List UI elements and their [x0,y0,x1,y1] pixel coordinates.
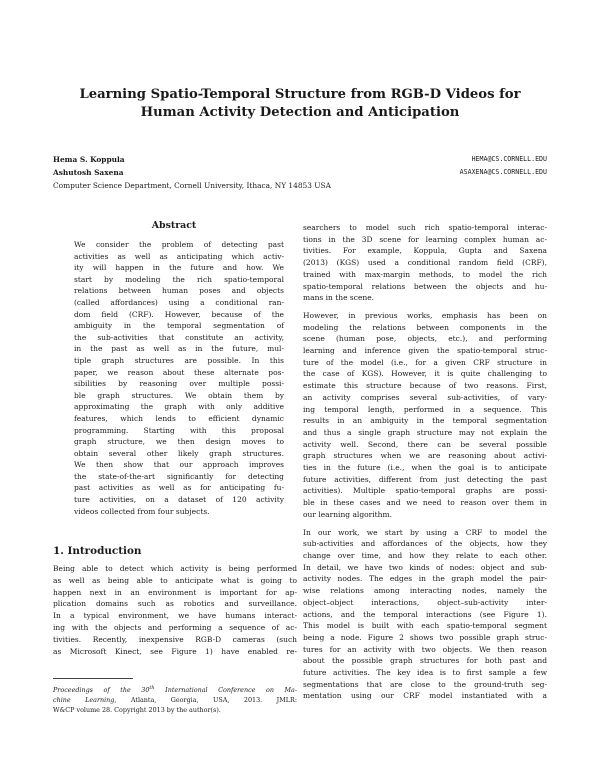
text-line: ble in these cases and we need to reason over them in [303,498,547,508]
text-line: paper, we reason about these alternate pos- [74,367,284,377]
text-line: ture activities, on a dataset of 120 activity [74,495,284,505]
text-line: scene (human pose, objects, etc.), and performing [303,334,547,344]
text-line: activity well. Second, there can be several possible [303,439,547,449]
footnote [53,683,297,715]
text-line: learning and inference given the spatio-temporal struc- [303,346,547,356]
text-line: tions in the 3D scene for learning complex human ac- [303,234,547,244]
text-line: tivities. Recently, inexpensive RGB-D cameras (such [53,634,297,644]
text-line: We consider the problem of detecting past [74,240,284,249]
title-line: Human Activity Detection and Anticipation [140,105,460,120]
text-line: videos collected from four subjects. [74,506,210,516]
text-line: as well as being able to anticipate what is going to [53,575,297,585]
text-line: In our work, we start by using a CRF to model the [303,527,547,537]
text-line: as Microsoft Kinect, see Figure 1) have enabled re- [53,646,297,656]
author-row [53,153,547,166]
text-line: In a typical environment, we have humans interact- [53,611,297,621]
text-line: obtain several other likely graph structures. [74,448,284,458]
text-line: ing temporal length, performed in a sequence. This [303,404,547,414]
text-line: our learning algorithm. [303,509,392,519]
intro-paragraph [53,563,297,657]
text-line: the case of KGS). However, it is quite challenging to [303,369,547,379]
text-line: results in an ambiguity in the temporal segmentation [303,416,547,426]
text-line: about the possible graph structures for both past and [303,656,547,666]
text-line: happen next in an environment is important for ap- [53,587,297,597]
affiliation: Computer Science Department, Cornell University, Ithaca, NY 14853 USA [53,181,331,190]
text-line: plication domains such as robotics and surveillance. [53,599,297,609]
author-email: HEMA@CS.CORNELL.EDU [471,155,547,163]
text-line: trained with max-margin methods, to model the rich [303,269,547,279]
text-line: activity nodes. The edges in the graph model the pair- [303,574,547,584]
section-heading: 1. Introduction [53,545,142,557]
author-row [53,166,547,179]
text-line: We then show that our approach improves [74,460,284,470]
text-line: tivities. For example, Koppula, Gupta and Saxena [303,246,547,256]
title-line: Learning Spatio-Temporal Structure from RGB-D Videos for [79,87,521,102]
text-line: segmentations that are close to the ground-truth seg- [303,679,547,689]
text-line: in the past as well as in the future, mul- [74,344,284,354]
text-line: graph structures when we are reasoning about activi- [303,451,547,461]
text-line: However, in previous works, emphasis has been on [303,310,547,320]
text-line: ble graph structures. We obtain them by [74,390,284,400]
text-line: change over time, and how they relate to each other. [303,550,547,560]
text-line: wise relations among interacting nodes, namely the [303,586,547,596]
text-line: features, which lends to efficient dynamic [74,413,284,423]
body-paragraph [303,527,547,703]
text-line: (called affordances) using a conditional ran- [74,297,284,307]
text-line: dom field (CRF). However, because of the [74,309,284,319]
abstract-body [74,239,284,517]
text-line: estimate this structure because of two reasons. First, [303,381,547,391]
text-line: activities as well as anticipating which activ- [74,251,284,261]
text-line: sibilities by reasoning over multiple possi- [74,379,284,389]
text-line: and thus a single graph structure may not explain the [303,427,547,437]
footnote-rule [53,678,133,679]
text-line: tiple graph structures are possible. In this [74,355,284,365]
footnote-line: Proceedings of the 30th International Conference on Ma- [53,685,297,695]
text-line: ambiguity in the temporal segmentation of [74,321,284,331]
text-line: object–object interactions, object–sub-activity inter- [303,597,547,607]
text-line: programming. Starting with this proposal [74,425,284,435]
text-line: past activities as well as for anticipating fu- [74,483,284,493]
text-line: ties in the future (i.e., when the goal is to anticipate [303,463,547,473]
text-line: This model is built with each spatio-temporal segment [303,621,547,631]
text-line: ity will happen in the future and how. We [74,263,284,273]
body-paragraph [303,310,547,521]
text-line: the sub-activities that constitute an activity, [74,332,284,342]
text-line: an activity comprises several sub-activities, of vary- [303,392,547,402]
text-line: future activities. The key idea is to first sample a few [303,668,547,678]
text-line: actions, and the temporal interactions (see Figure 1). [303,609,547,619]
text-line: approximating the graph with only additive [74,402,284,412]
text-line: future activities, different from just detecting the past [303,474,547,484]
text-line: ing with the objects and performing a sequence of ac- [53,622,297,632]
text-line: relations between human poses and objects [74,286,284,296]
text-line: mentation using our CRF model instantiated with a [303,691,547,701]
text-line: sub-activities and affordances of the objects, how they [303,539,547,549]
text-line: graph structure, we then design moves to [74,437,284,447]
text-line: In detail, we have two kinds of nodes: object and sub- [303,562,547,572]
text-line: spatio-temporal relations between the objects and hu- [303,281,547,291]
body-paragraph [303,222,547,304]
text-line: start by modeling the rich spatio-temporal [74,274,284,284]
text-line: the state-of-the-art significantly for detecting [74,471,284,481]
paper-title [40,86,560,122]
text-line: searchers to model such rich spatio-temporal interac- [303,223,547,232]
text-line: Being able to detect which activity is being performed [53,564,297,573]
author-name: Ashutosh Saxena [53,168,124,177]
abstract-heading: Abstract [151,220,197,231]
text-line: activities). Multiple spatio-temporal graphs are possi- [303,486,547,496]
text-line: (2013) (KGS) used a conditional random field (CRF), [303,258,547,268]
text-line: modeling the relations between components in the [303,322,547,332]
footnote-line: W&CP volume 28. Copyright 2013 by the author(s). [53,706,221,715]
right-column [303,222,547,708]
text-line: tures for an activity with two objects. We then reason [303,644,547,654]
author-name: Hema S. Koppula [53,155,125,164]
author-email: ASAXENA@CS.CORNELL.EDU [459,168,547,176]
text-line: being a node. Figure 2 shows two possible graph struc- [303,632,547,642]
text-line: mans in the scene. [303,293,375,303]
text-line: ture of the model (i.e., for a given CRF structure in [303,357,547,367]
footnote-line: chine Learning, Atlanta, Georgia, USA, 2013. JMLR: [53,696,297,705]
